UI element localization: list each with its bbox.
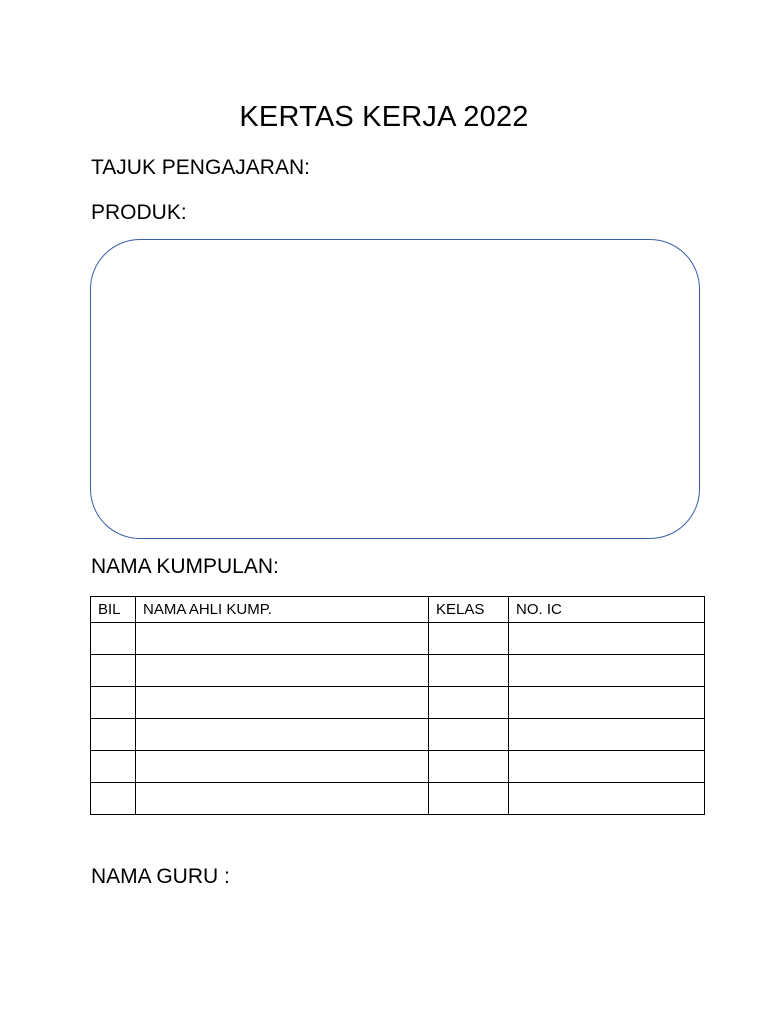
- nama-kumpulan-label: NAMA KUMPULAN:: [91, 555, 279, 578]
- cell-nama: [136, 655, 429, 687]
- cell-ic: [509, 751, 705, 783]
- table-row: [91, 751, 705, 783]
- cell-nama: [136, 719, 429, 751]
- cell-ic: [509, 783, 705, 815]
- cell-bil: [91, 783, 136, 815]
- table-header-row: [91, 597, 705, 623]
- header-bil: BIL: [91, 597, 136, 623]
- cell-kelas: [429, 719, 509, 751]
- cell-ic: [509, 655, 705, 687]
- cell-nama: [136, 751, 429, 783]
- table-row: [91, 623, 705, 655]
- nama-guru-label: NAMA GURU :: [91, 865, 230, 888]
- table-row: [91, 783, 705, 815]
- cell-nama: [136, 783, 429, 815]
- cell-bil: [91, 655, 136, 687]
- cell-kelas: [429, 623, 509, 655]
- table-row: [91, 655, 705, 687]
- cell-ic: [509, 623, 705, 655]
- cell-kelas: [429, 783, 509, 815]
- table-row: [91, 687, 705, 719]
- tajuk-pengajaran-label: TAJUK PENGAJARAN:: [91, 156, 310, 179]
- produk-box: [90, 239, 700, 539]
- cell-kelas: [429, 655, 509, 687]
- cell-nama: [136, 623, 429, 655]
- cell-bil: [91, 751, 136, 783]
- header-no-ic: NO. IC: [509, 597, 705, 623]
- cell-bil: [91, 719, 136, 751]
- members-table: [90, 596, 705, 815]
- cell-bil: [91, 687, 136, 719]
- cell-ic: [509, 687, 705, 719]
- cell-kelas: [429, 687, 509, 719]
- header-kelas: KELAS: [429, 597, 509, 623]
- page-title: KERTAS KERJA 2022: [239, 101, 529, 133]
- header-nama-ahli: NAMA AHLI KUMP.: [136, 597, 429, 623]
- cell-nama: [136, 687, 429, 719]
- cell-bil: [91, 623, 136, 655]
- cell-ic: [509, 719, 705, 751]
- table-row: [91, 719, 705, 751]
- produk-label: PRODUK:: [91, 201, 187, 224]
- cell-kelas: [429, 751, 509, 783]
